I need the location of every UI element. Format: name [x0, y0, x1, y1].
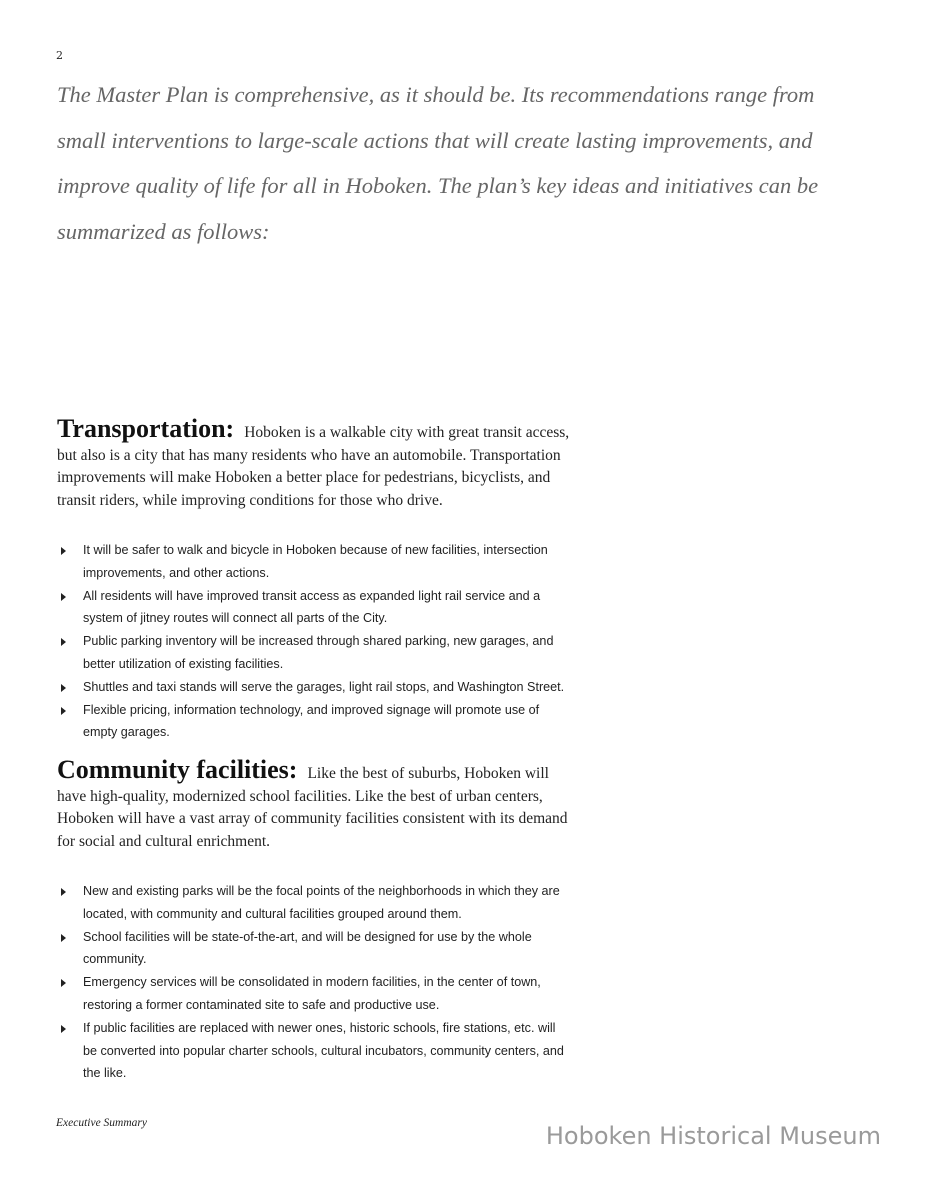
list-item-text: School facilities will be state-of-the-art, and will be designed for use by the whole community. [83, 929, 532, 967]
bullet-arrow-icon [61, 934, 66, 942]
watermark: Hoboken Historical Museum [545, 1122, 881, 1150]
bullet-arrow-icon [61, 888, 66, 896]
transportation-lead-text: Hoboken is a walkable city with great transit access, but also is a city that has many residents who have an automobile. Transportation improvements will make Hoboken a better place for pedestrians, bicyclists, and transit riders, while improving conditions for those who drive. [57, 424, 570, 510]
list-item-text: All residents will have improved transit access as expanded light rail service and a system of jitney routes will connect all parts of the City. [83, 588, 541, 626]
list-item-text: It will be safer to walk and bicycle in Hoboken because of new facilities, intersection improvements, and other actions. [83, 543, 548, 580]
list-item [57, 676, 567, 699]
page-number: 2 [56, 49, 63, 62]
transportation-heading: Transportation: [57, 414, 235, 443]
intro-paragraph: The Master Plan is comprehensive, as it should be. Its recommendations range from small interventions to large-scale actions that will create lasting improvements, and improve quality of life for all in Hoboken. The plan’s key ideas and initiatives can be summarized as follows: [57, 82, 819, 244]
bullet-arrow-icon [61, 979, 66, 987]
transportation-lead [57, 414, 575, 513]
community-lead [57, 755, 575, 854]
list-item-text: Public parking inventory will be increased through shared parking, new garages, and better utilization of existing facilities. [83, 634, 554, 671]
bullet-arrow-icon [61, 593, 66, 601]
bullet-arrow-icon [61, 707, 66, 715]
bullet-arrow-icon [61, 638, 66, 646]
list-item [57, 971, 567, 1017]
list-item-text: Flexible pricing, information technology, and improved signage will promote use of empty garages. [83, 702, 540, 740]
list-item [57, 880, 567, 926]
list-item [57, 585, 567, 631]
bullet-arrow-icon [61, 547, 66, 555]
list-item [57, 926, 567, 972]
list-item-text: If public facilities are replaced with newer ones, historic schools, fire stations, etc. will be converted into popular charter schools, cultural incubators, community centers, and the like. [83, 1020, 564, 1081]
list-item-text: Shuttles and taxi stands will serve the garages, light rail stops, and Washington Street. [83, 679, 565, 694]
footer-label: Executive Summary [56, 1117, 148, 1129]
list-item-text: Emergency services will be consolidated in modern facilities, in the center of town, restoring a former contaminated site to safe and productive use. [83, 975, 541, 1012]
list-item [57, 630, 567, 676]
community-heading: Community facilities: [57, 755, 298, 784]
transportation-bullet-list [57, 539, 567, 744]
list-item [57, 539, 567, 585]
bullet-arrow-icon [61, 1025, 66, 1033]
list-item [57, 1017, 567, 1085]
list-item [57, 699, 567, 745]
community-lead-text: Like the best of suburbs, Hoboken will have high-quality, modernized school facilities. Like the best of urban centers, Hoboken will have a vast array of community facilities consistent with its demand for social and cultural enrichment. [57, 765, 568, 851]
bullet-arrow-icon [61, 684, 66, 692]
community-bullet-list [57, 880, 567, 1085]
list-item-text: New and existing parks will be the focal points of the neighborhoods in which they are located, with community and cultural facilities grouped around them. [83, 884, 560, 921]
